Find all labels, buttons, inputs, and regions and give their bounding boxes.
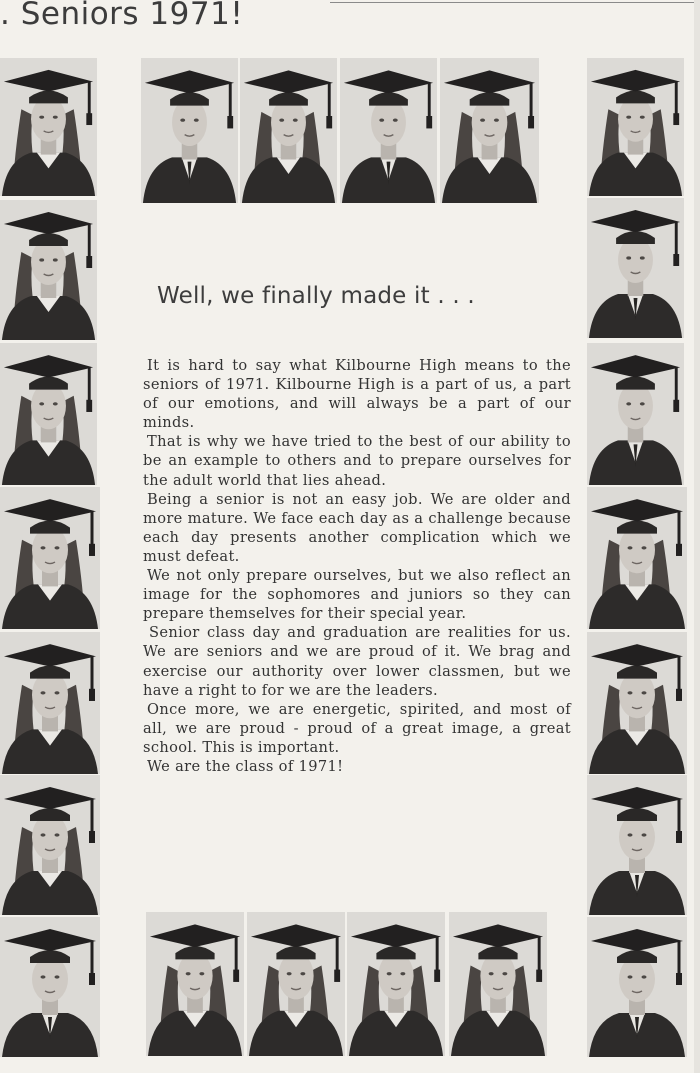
senior-portrait-photo <box>247 912 345 1056</box>
senior-portrait-photo <box>340 58 437 203</box>
senior-portrait-photo <box>587 917 687 1057</box>
senior-portrait-photo <box>0 917 100 1057</box>
senior-portrait-photo <box>0 200 97 340</box>
senior-portrait-photo <box>587 343 684 485</box>
senior-portrait-photo <box>0 632 100 774</box>
senior-portrait-photo <box>0 58 97 196</box>
header-rule <box>330 2 695 3</box>
body-paragraph: Being a senior is not an easy job. We are older and more mature. We face each day as a challenge because each day presents another complication which we must defeat. <box>143 490 571 565</box>
body-paragraph: That is why we have tried to the best of our ability to be an example to others and to prepare ourselves for the adult world that lies ahead. <box>143 433 571 489</box>
senior-portrait-photo <box>587 487 687 629</box>
page-header <box>0 0 700 40</box>
body-paragraph: We not only prepare ourselves, but we also reflect an image for the sophomores and juniors so they can prepare themselves for their special year. <box>143 567 571 623</box>
senior-portrait-photo <box>146 912 244 1056</box>
senior-portrait-photo <box>240 58 337 203</box>
article-body <box>143 356 571 776</box>
senior-portrait-photo <box>141 58 238 203</box>
senior-portrait-photo <box>587 775 687 915</box>
body-paragraph: It is hard to say what Kilbourne High means to the seniors of 1971. Kilbourne High is a part of us, a part of our emotions, and will always be a part of our minds. <box>143 357 571 432</box>
senior-portrait-photo <box>0 775 100 915</box>
senior-portrait-photo <box>587 58 684 196</box>
senior-portrait-photo <box>587 198 684 338</box>
senior-portrait-photo <box>449 912 547 1056</box>
page-title: . Seniors 1971! <box>0 0 244 32</box>
page-edge <box>694 0 700 1073</box>
senior-portrait-photo <box>587 632 687 774</box>
body-paragraph: We are the class of 1971! <box>147 757 344 775</box>
article-headline: Well, we finally made it . . . <box>157 283 475 309</box>
senior-portrait-photo <box>0 487 100 629</box>
senior-portrait-photo <box>440 58 539 203</box>
senior-portrait-photo <box>0 343 97 485</box>
body-paragraph: Senior class day and graduation are realities for us. We are seniors and we are proud of it. We brag and exercise our authority over lower classmen, but we have a right to for we are the leaders. <box>143 624 571 699</box>
senior-portrait-photo <box>347 912 445 1056</box>
body-paragraph: Once more, we are energetic, spirited, and most of all, we are proud - proud of a great image, a great school. This is important. <box>143 700 571 756</box>
